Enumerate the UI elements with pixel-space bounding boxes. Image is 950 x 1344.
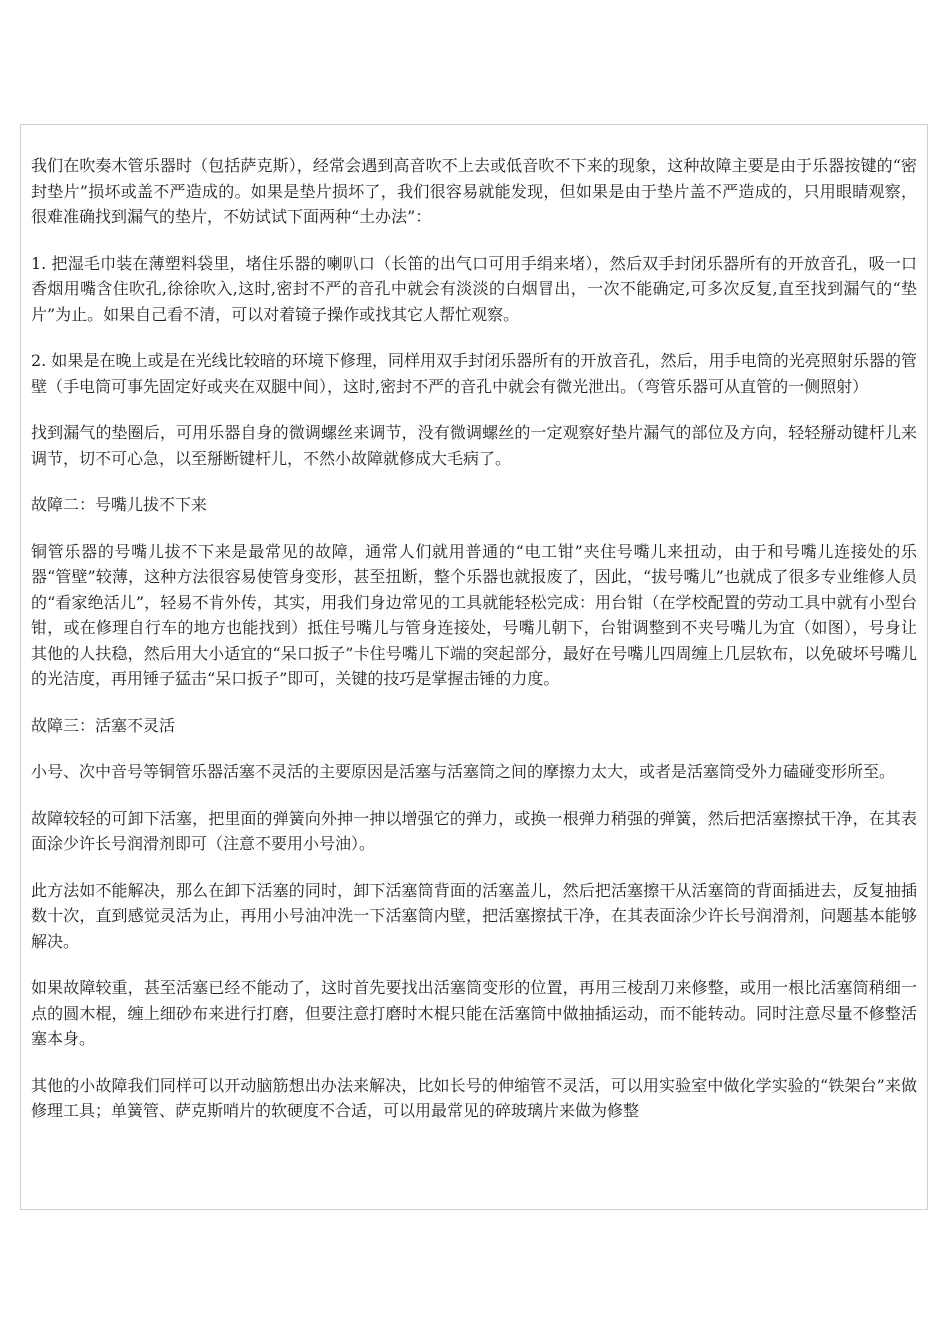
paragraph-piston-severe: 如果故障较重，甚至活塞已经不能动了，这时首先要找出活塞筒变形的位置，再用三棱刮刀来修整，或用一根比活塞筒稍细一点的圆木棍，缠上细砂布来进行打磨，但要注意打磨时木棍只能在活塞筒中做抽插运动，而不能转动。同时注意尽量不修整活塞本身。 xyxy=(31,978,917,1048)
paragraph-piston-light: 故障较轻的可卸下活塞，把里面的弹簧向外抻一抻以增强它的弹力，或换一根弹力稍强的弹簧，然后把活塞擦拭干净，在其表面涂少许长号润滑剂即可（注意不要用小号油）。 xyxy=(31,808,917,853)
paragraph-method-2: 2. 如果是在晚上或是在光线比较暗的环境下修理，同样用双手封闭乐器所有的开放音孔，然后，用手电筒的光亮照射乐器的管壁（手电筒可事先固定好或夹在双腿中间），这时,密封不严的音孔中就会有微光泄出。（弯管乐器可从直管的一侧照射） xyxy=(31,351,917,396)
paragraph-adjust: 找到漏气的垫圈后，可用乐器自身的微调螺丝来调节，没有微调螺丝的一定观察好垫片漏气的部位及方向，轻轻掰动键杆儿来调节，切不可心急，以至掰断键杆儿，不然小故障就修成大毛病了。 xyxy=(31,423,917,468)
paragraph-intro: 我们在吹奏木管乐器时（包括萨克斯），经常会遇到高音吹不上去或低音吹不下来的现象，这种故障主要是由于乐器按键的“密封垫片”损坏或盖不严造成的。如果是垫片损坏了，我们很容易就能发现，但如果是由于垫片盖不严造成的，只用眼睛观察，很难准确找到漏气的垫片，不妨试试下面两种“土办法”： xyxy=(31,156,917,226)
paragraph-other: 其他的小故障我们同样可以开动脑筋想出办法来解决，比如长号的伸缩管不灵活，可以用实验室中做化学实验的“铁架台”来做修理工具；单簧管、萨克斯哨片的软硬度不合适，可以用最常见的碎玻璃片来做为修整 xyxy=(31,1075,917,1120)
section-heading-3: 故障三：活塞不灵活 xyxy=(31,715,176,735)
paragraph-piston-method: 此方法如不能解决，那么在卸下活塞的同时，卸下活塞筒背面的活塞盖儿，然后把活塞擦干从活塞筒的背面插进去，反复抽插数十次，直到感觉灵活为止，再用小号油冲洗一下活塞筒内壁，把活塞擦拭干净，在其表面涂少许长号润滑剂，问题基本能够解决。 xyxy=(31,880,917,951)
paragraph-piston-cause: 小号、次中音号等铜管乐器活塞不灵活的主要原因是活塞与活塞筒之间的摩擦力太大，或者是活塞筒受外力磕碰变形所至。 xyxy=(31,762,896,781)
paragraph-mouthpiece: 铜管乐器的号嘴儿拔不下来是最常见的故障，通常人们就用普通的“电工钳”夹住号嘴儿来扭动，由于和号嘴儿连接处的乐器“管壁”较薄，这种方法很容易使管身变形，甚至扭断，整个乐器也就报废了，因此，“拔号嘴儿”也就成了很多专业维修人员的“看家绝活儿”，轻易不肯外传，其实，用我们身边常见的工具就能轻松完成：用台钳（在学校配置的劳动工具中就有小型台钳，或在修理自行车的地方也能找到）抵住号嘴儿与管身连接处，号嘴儿朝下，台钳调整到不夹号嘴儿为宜（如图），号身让其他的人扶稳，然后用大小适宜的“呆口扳子”卡住号嘴儿下端的突起部分，最好在号嘴儿四周缠上几层软布，以免破坏号嘴儿的光洁度，再用锤子猛击“呆口扳子”即可，关键的技巧是掌握击锤的力度。 xyxy=(31,541,917,688)
section-heading-2: 故障二：号嘴儿拔不下来 xyxy=(31,495,208,514)
document-frame xyxy=(20,124,928,1210)
paragraph-method-1: 1. 把湿毛巾装在薄塑料袋里，堵住乐器的喇叭口（长笛的出气口可用手绢来堵），然后双手封闭乐器所有的开放音孔，吸一口香烟用嘴含住吹孔,徐徐吹入,这时,密封不严的音孔中就会有淡淡的白烟冒出，一次不能确定,可多次反复,直至找到漏气的“垫片”为止。如果自己看不清，可以对着镜子操作或找其它人帮忙观察。 xyxy=(31,253,917,324)
